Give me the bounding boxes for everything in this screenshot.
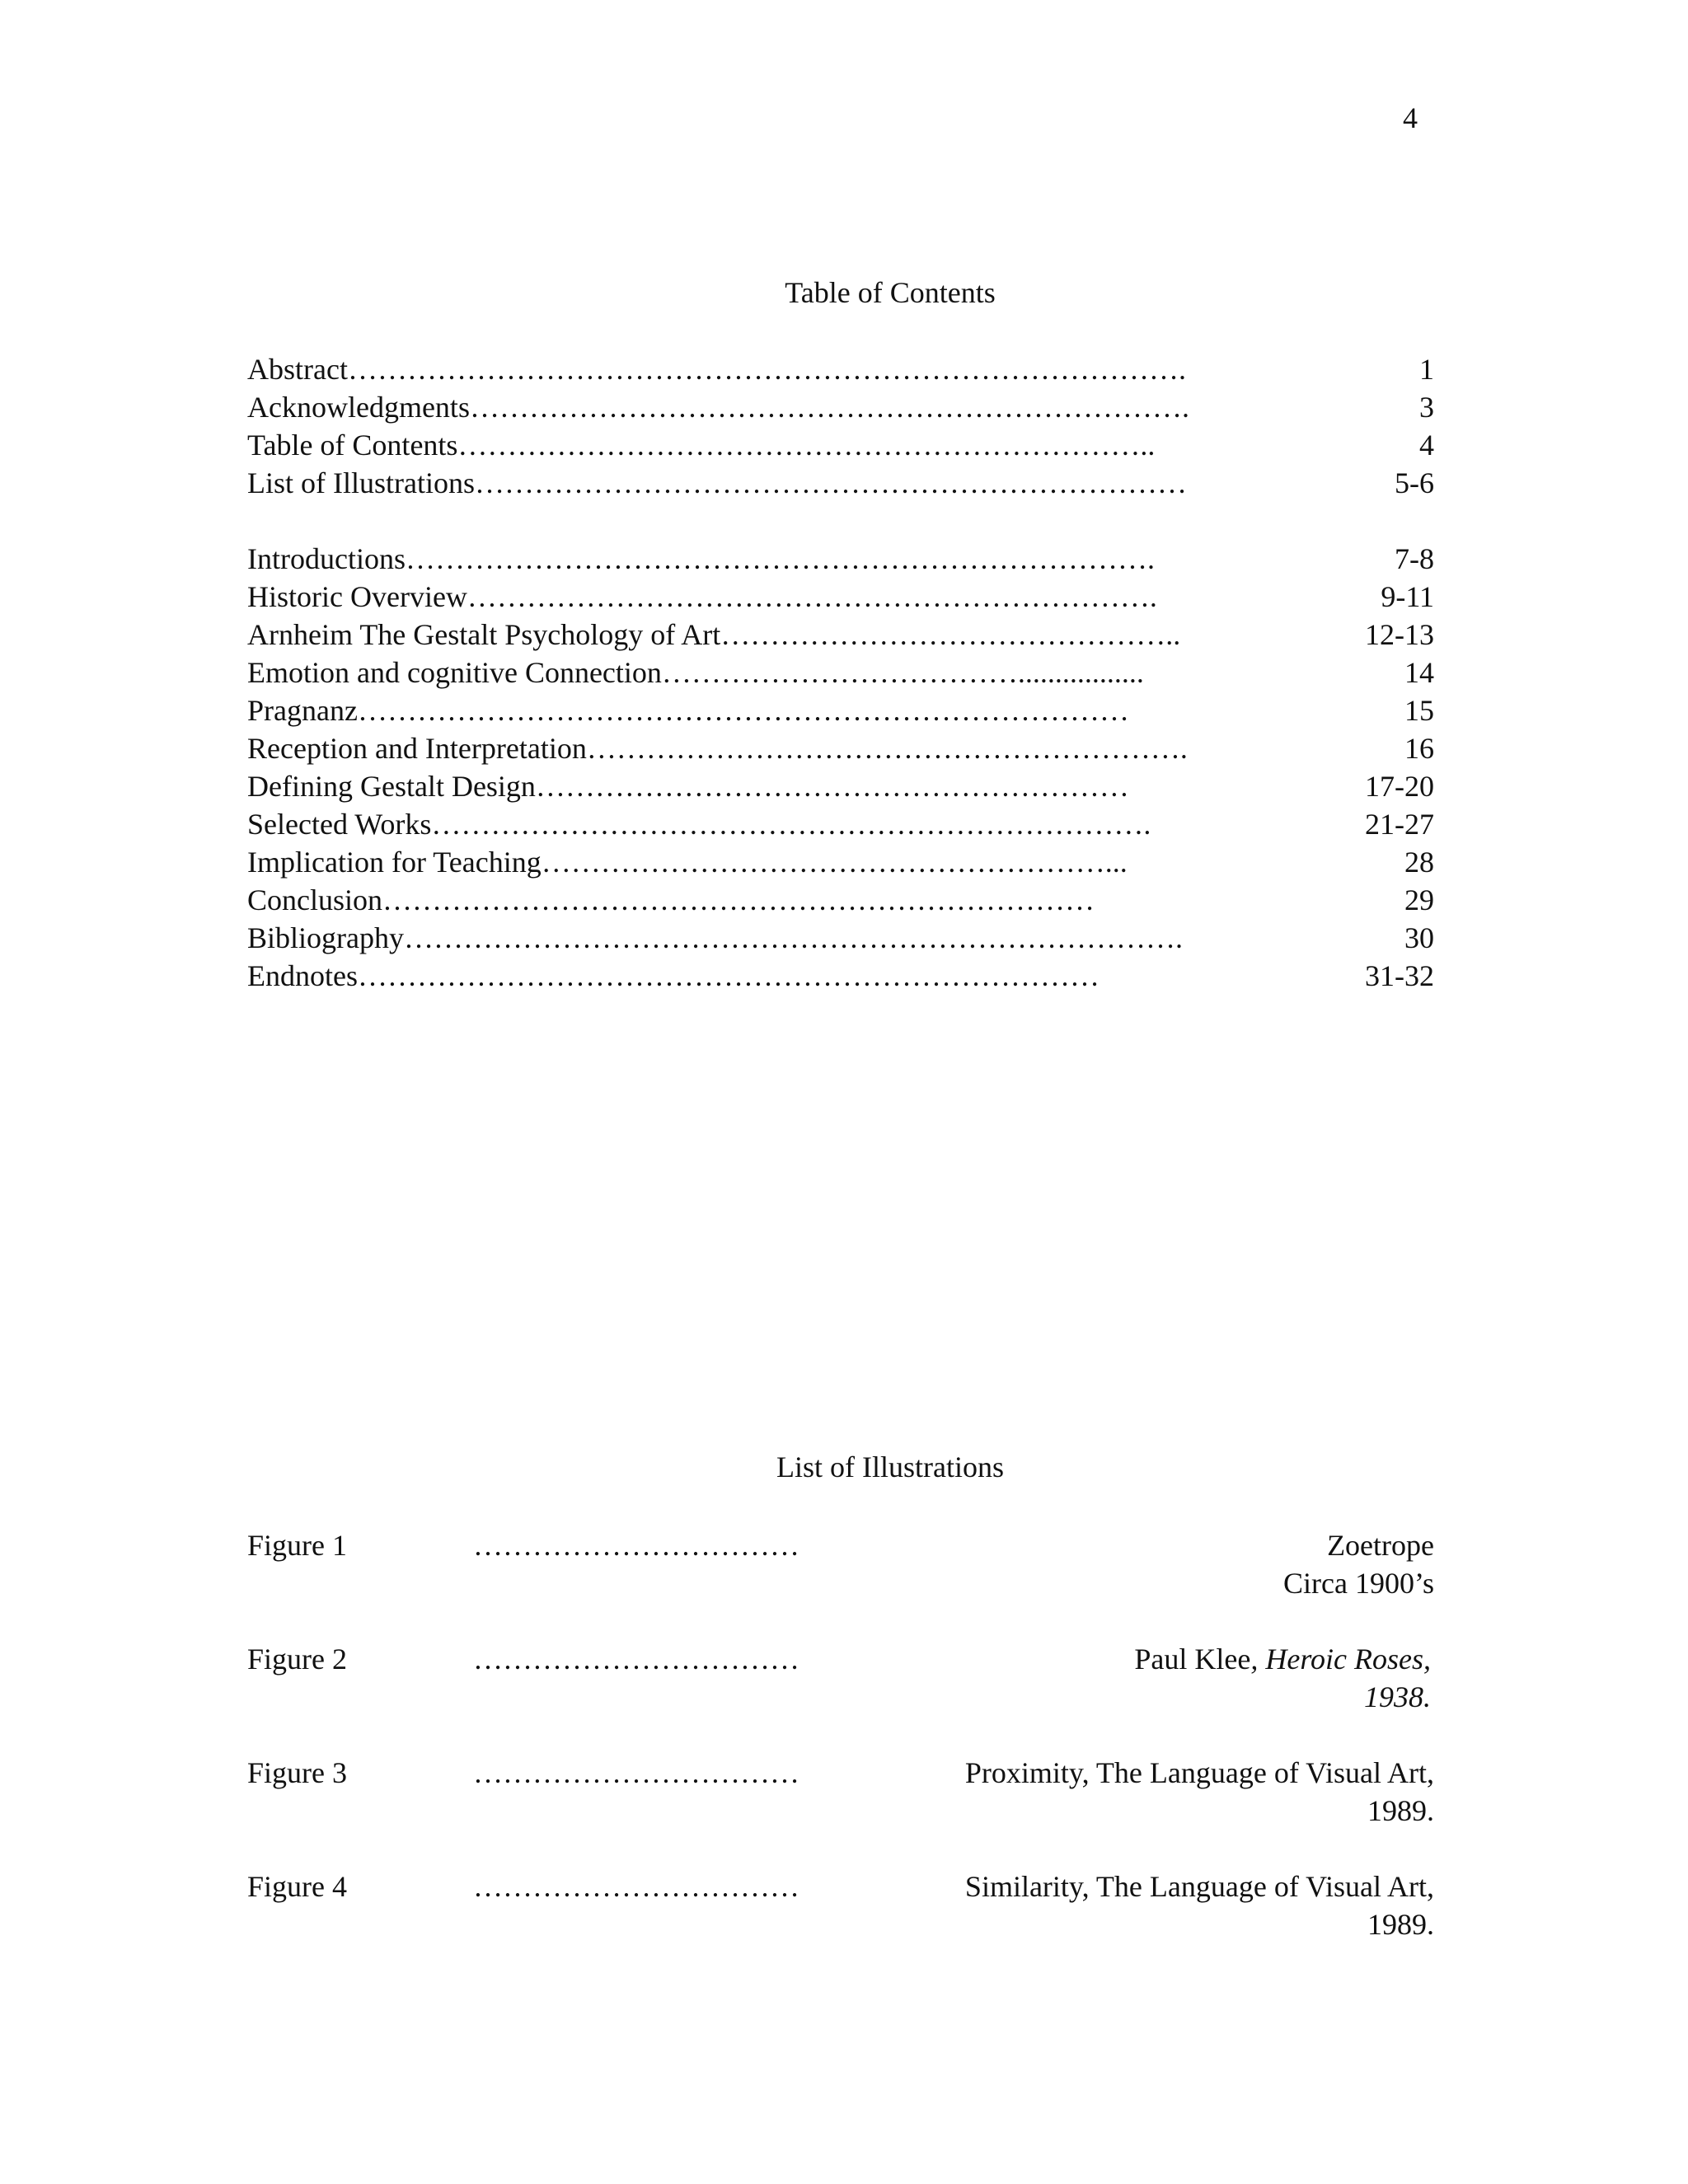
toc-entry-page: 12-13 [1365, 618, 1434, 651]
toc-entry-page: 15 [1404, 694, 1434, 727]
toc-entry-page: 4 [1419, 429, 1434, 462]
illustrations-heading: List of Illustrations [776, 1451, 1004, 1483]
figure-artist: Paul Klee [1134, 1643, 1251, 1675]
toc-entry-page: 14 [1404, 656, 1434, 689]
toc-entry-page: 3 [1419, 391, 1434, 424]
toc-entry-page: 21-27 [1365, 808, 1434, 841]
toc-entry-label: List of Illustrations……………………………………………………………… [247, 466, 1187, 499]
toc-entry-label: Reception and Interpretation……………………………………………………. [247, 732, 1188, 765]
toc-entry [247, 426, 1434, 464]
toc-entry [247, 578, 1434, 616]
toc-entry-label: Introductions…………………………………………………………………. [247, 542, 1155, 575]
figure-entry [247, 1754, 1434, 1830]
toc-entry [247, 464, 1434, 502]
toc-entry-label: Bibliography……………………………………………………………………. [247, 921, 1183, 954]
figure-leader-dots: …………………………… [473, 1756, 799, 1789]
toc-entry-page: 7-8 [1395, 542, 1434, 575]
figure-title: Proximity, The Language of Visual Art, [964, 1756, 1434, 1789]
toc-entry-label: Endnotes………………………………………………………………… [247, 959, 1100, 992]
figure-leader-dots: …………………………… [473, 1529, 799, 1562]
toc-entry-label: Emotion and cognitive Connection………………………………................. [247, 656, 1144, 689]
figure-title: Similarity, The Language of Visual Art, [964, 1870, 1434, 1903]
toc-entry-page: 28 [1404, 846, 1434, 879]
figure-description [1134, 1640, 1431, 1716]
toc-entry [247, 957, 1434, 995]
figure-label: Figure 2 [247, 1643, 347, 1675]
toc-entry-page: 9-11 [1381, 580, 1434, 613]
toc-entry [247, 805, 1434, 843]
illustrations-list [247, 1526, 1434, 1981]
toc-entry-page: 1 [1419, 353, 1434, 386]
toc-entry-page: 5-6 [1395, 466, 1434, 499]
toc-entry [247, 919, 1434, 957]
toc-chapters-list [247, 540, 1434, 995]
toc-entry-page: 16 [1404, 732, 1434, 765]
figure-entry [247, 1868, 1434, 1943]
toc-entry-label: Acknowledgments………………………………………………………………. [247, 391, 1189, 424]
page-number: 4 [1403, 101, 1418, 134]
toc-entry [247, 881, 1434, 919]
toc-entry-page: 29 [1404, 883, 1434, 916]
figure-description-line1 [1134, 1640, 1431, 1678]
figure-entry [247, 1526, 1434, 1602]
toc-entry [247, 691, 1434, 729]
toc-entry-label: Pragnanz…………………………………………………………………… [247, 694, 1129, 727]
figure-description [965, 1754, 1434, 1830]
toc-heading: Table of Contents [785, 276, 996, 309]
figure-description-line2: Circa 1900’s [1283, 1567, 1434, 1600]
toc-entry-label: Defining Gestalt Design…………………………………………………… [247, 770, 1129, 803]
figure-description-line2: 1989. [1367, 1908, 1434, 1941]
figure-entry [247, 1640, 1434, 1716]
toc-entry-label: Historic Overview……………………………………………………………. [247, 580, 1157, 613]
figure-leader-dots: …………………………… [473, 1870, 799, 1903]
figure-description-line1 [965, 1754, 1434, 1792]
figure-description [1283, 1526, 1434, 1602]
figure-description-line2: 1989. [1367, 1794, 1434, 1827]
figure-description-line2: 1938. [1364, 1680, 1431, 1713]
toc-entry-label: Selected Works………………………………………………………………. [247, 808, 1151, 841]
figure-description-line1 [965, 1868, 1434, 1905]
toc-entry-page: 30 [1404, 921, 1434, 954]
toc-entry-label: Conclusion……………………………………………………………… [247, 883, 1095, 916]
toc-entry [247, 843, 1434, 881]
figure-label: Figure 3 [247, 1756, 347, 1789]
toc-entry [247, 767, 1434, 805]
figure-description [965, 1868, 1434, 1943]
toc-entry [247, 654, 1434, 691]
toc-entry-page: 17-20 [1365, 770, 1434, 803]
toc-entry-label: Arnheim The Gestalt Psychology of Art……………………………………….. [247, 618, 1181, 651]
toc-entry-label: Table of Contents…………………………………………………………….. [247, 429, 1156, 462]
toc-entry-label: Abstract…………………………………………………………………………. [247, 353, 1186, 386]
toc-entry [247, 729, 1434, 767]
toc-entry-label: Implication for Teaching…………………………………………………... [247, 846, 1128, 879]
toc-entry [247, 616, 1434, 654]
figure-title: Zoetrope [1327, 1529, 1434, 1562]
figure-leader-dots: …………………………… [473, 1643, 799, 1675]
toc-front-matter-list [247, 350, 1434, 502]
figure-label: Figure 1 [247, 1529, 347, 1562]
toc-entry [247, 350, 1434, 388]
figure-label: Figure 4 [247, 1870, 347, 1903]
toc-entry [247, 540, 1434, 578]
figure-description-line1 [1283, 1526, 1434, 1564]
figure-title-italic: , Heroic Roses, [1250, 1643, 1431, 1675]
toc-entry-page: 31-32 [1365, 959, 1434, 992]
toc-entry [247, 388, 1434, 426]
